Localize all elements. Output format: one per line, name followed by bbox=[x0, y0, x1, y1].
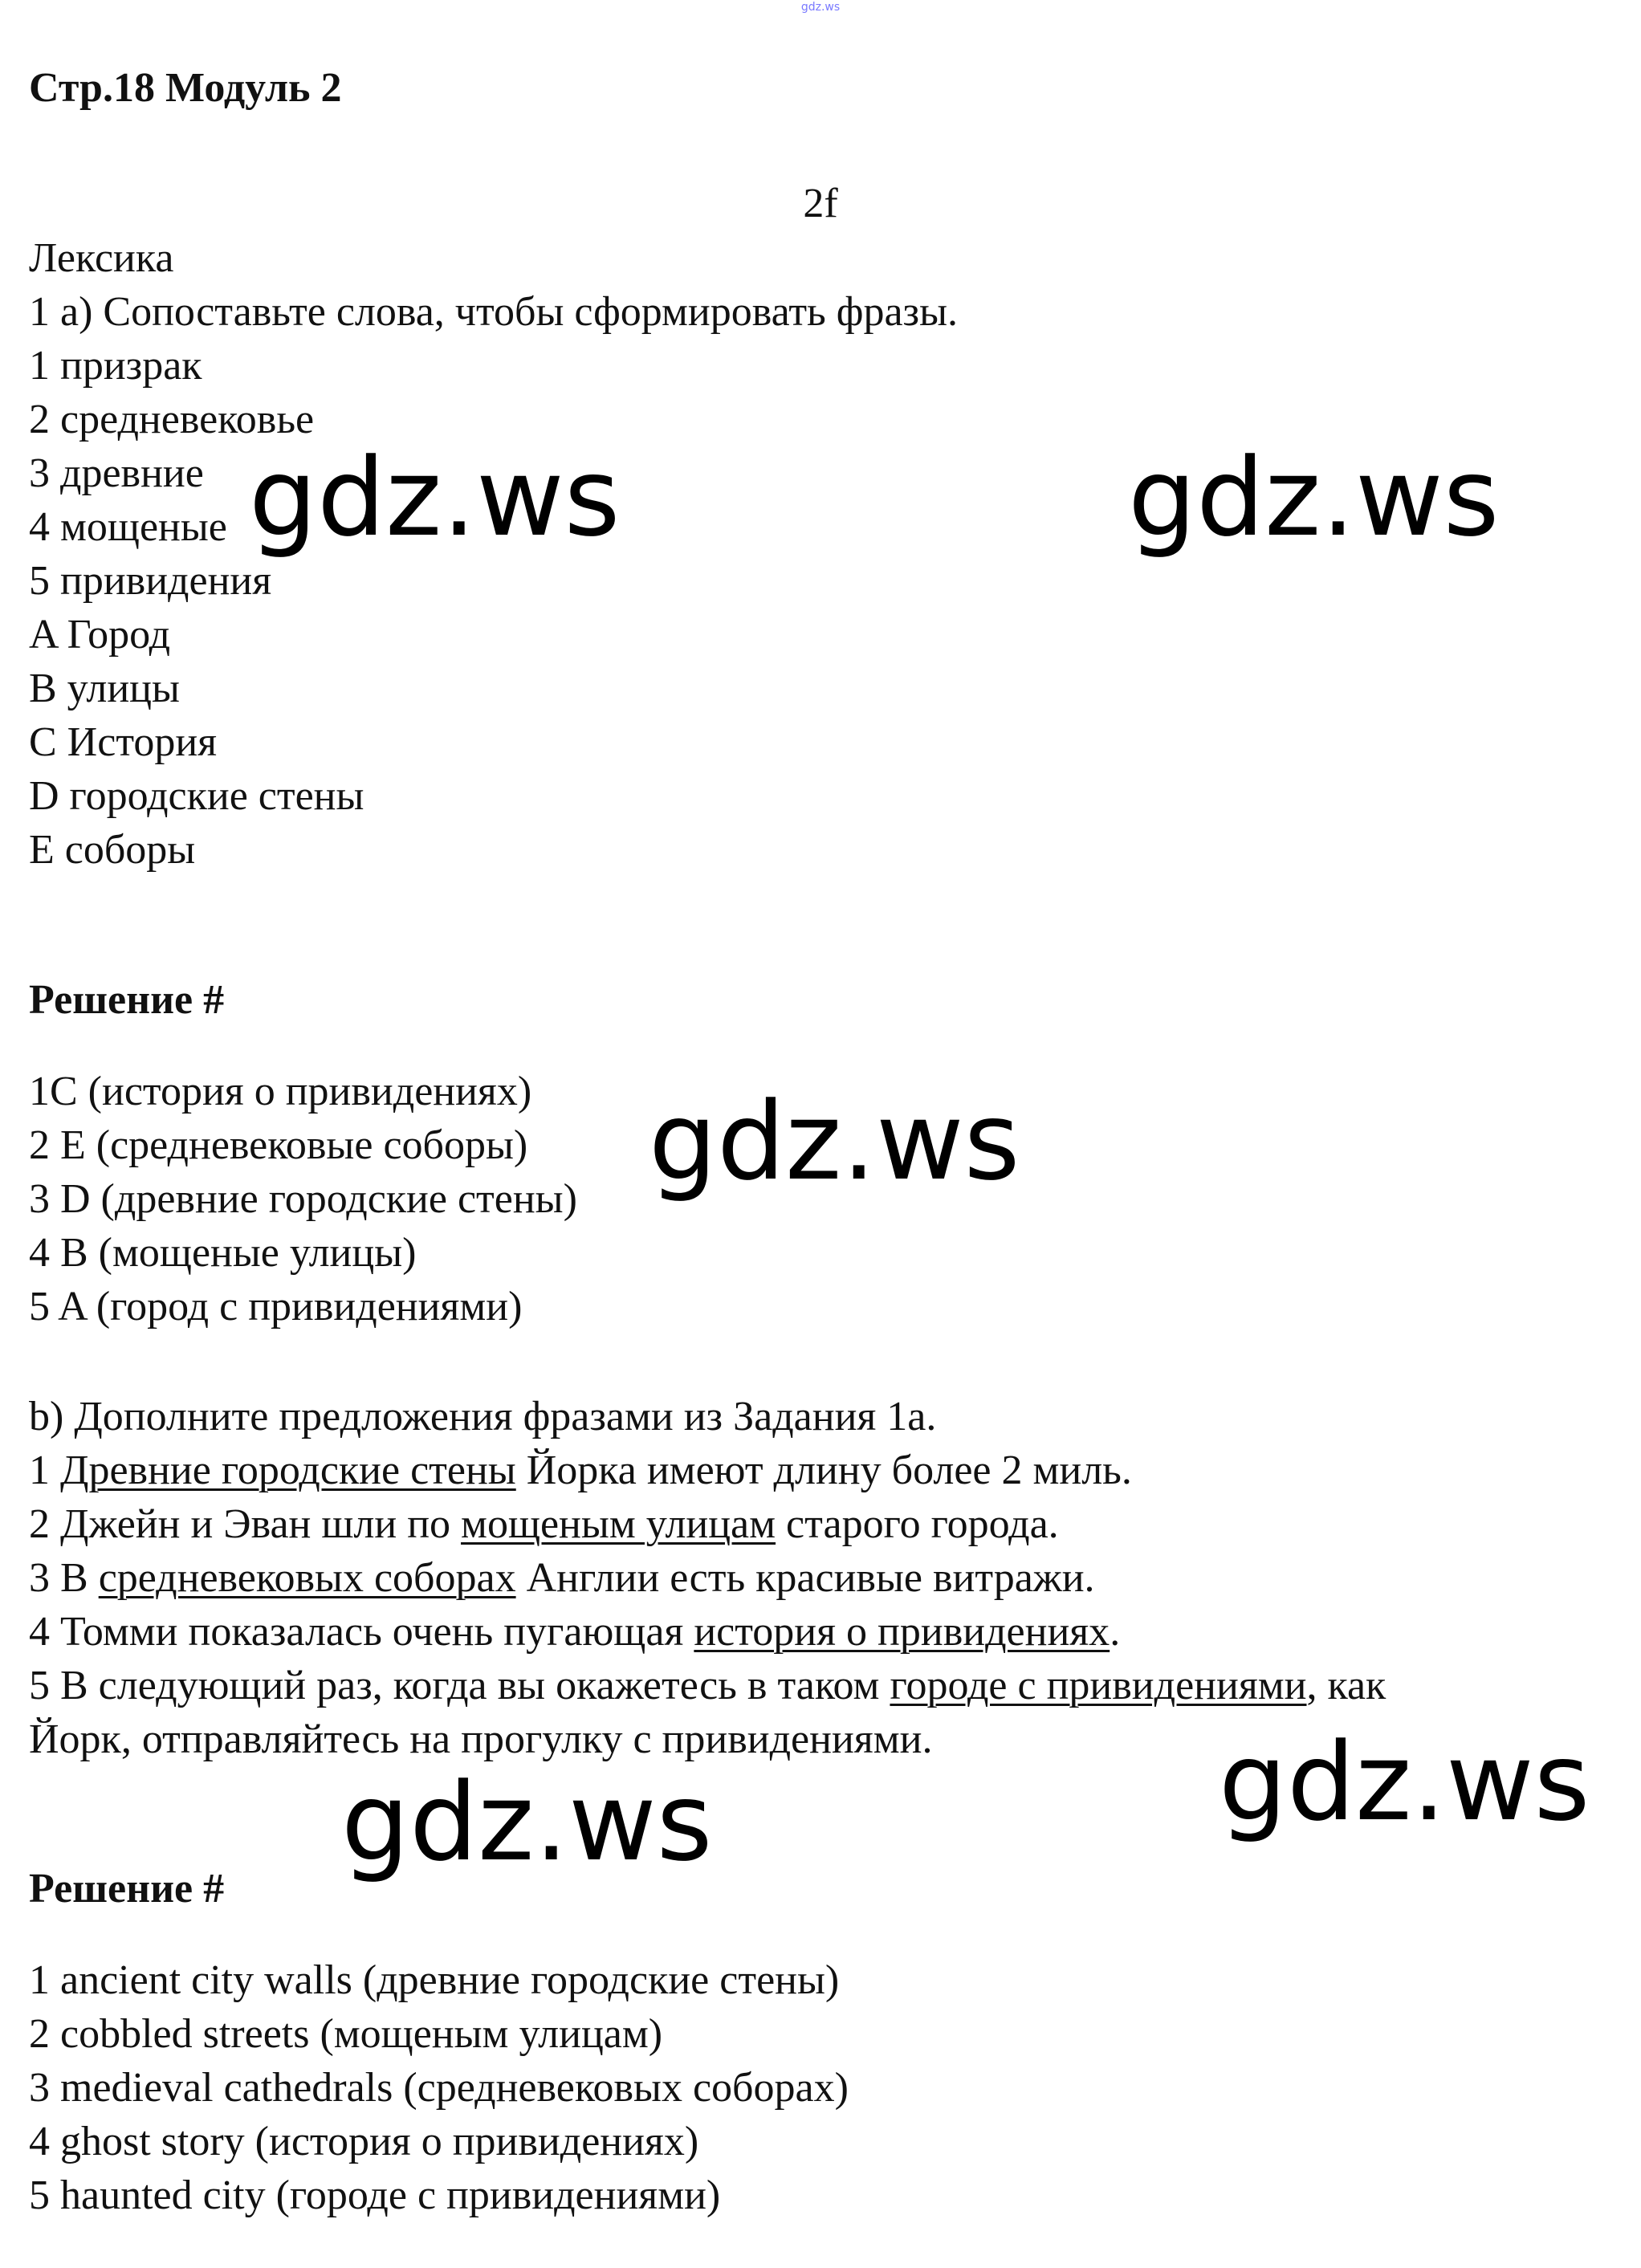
list-item: C История bbox=[29, 719, 218, 765]
answer-line: 2 cobbled streets (мощеным улицам) bbox=[29, 2011, 663, 2057]
sentence-after: старого города. bbox=[776, 1501, 1059, 1547]
answer-line: 1C (история о привидениях) bbox=[29, 1069, 532, 1114]
answer-line: 1 ancient city walls (древние городские стены) bbox=[29, 1957, 840, 2003]
underlined-phrase: история о привидениях bbox=[694, 1609, 1110, 1655]
page-header: Стр.18 Модуль 2 bbox=[29, 65, 342, 111]
list-item: 5 привидения bbox=[29, 558, 272, 604]
answer-line: 3 D (древние городские стены) bbox=[29, 1176, 577, 1222]
list-item: 3 древние bbox=[29, 450, 204, 496]
answer-line: 5 haunted city (городе с привидениями) bbox=[29, 2172, 721, 2218]
sentence-number: 4 bbox=[29, 1609, 60, 1655]
watermark: gdz.ws bbox=[649, 1079, 1020, 1204]
sentence-number: 1 bbox=[29, 1448, 60, 1493]
sentence-line bbox=[29, 1445, 1132, 1496]
sentence-line bbox=[29, 1660, 1386, 1712]
sentence-before: Томми показалась очень пугающая bbox=[60, 1609, 694, 1655]
underlined-phrase: Древние городские стены bbox=[60, 1448, 516, 1493]
list-item: 1 призрак bbox=[29, 343, 202, 389]
watermark: gdz.ws bbox=[1219, 1720, 1590, 1845]
sentence-after: Йорка имеют длину более 2 миль. bbox=[515, 1448, 1132, 1493]
answer-line: 4 B (мощеные улицы) bbox=[29, 1230, 417, 1276]
underlined-phrase: городе с привидениями bbox=[890, 1663, 1307, 1708]
section-code: 2f bbox=[803, 181, 838, 226]
sentence-after: . bbox=[1110, 1609, 1121, 1655]
sentence-line bbox=[29, 1499, 1059, 1550]
task1b-instruction: b) Дополните предложения фразами из Задания 1a. bbox=[29, 1394, 937, 1439]
answer-line: 3 medieval cathedrals (средневековых соборах) bbox=[29, 2065, 849, 2111]
sentence-before: Джейн и Эван шли по bbox=[60, 1501, 462, 1547]
sentence-after: , как bbox=[1306, 1663, 1387, 1708]
task1a-instruction: 1 a) Сопоставьте слова, чтобы сформировать фразы. bbox=[29, 289, 959, 335]
section-title: Лексика bbox=[29, 235, 174, 281]
sentence-after: Англии есть красивые витражи. bbox=[515, 1555, 1095, 1601]
list-item: 2 средневековье bbox=[29, 397, 315, 442]
sentence-line bbox=[29, 1553, 1095, 1604]
answer-line: 5 A (город с привидениями) bbox=[29, 1284, 523, 1329]
solution-heading: Решение # bbox=[29, 977, 225, 1023]
sentence-number: 2 bbox=[29, 1501, 60, 1547]
top-watermark: gdz.ws bbox=[800, 1, 841, 14]
list-item: D городские стены bbox=[29, 773, 364, 819]
list-item: B улицы bbox=[29, 666, 180, 711]
underlined-phrase: средневековых соборах bbox=[98, 1555, 516, 1601]
list-item: E соборы bbox=[29, 827, 196, 873]
sentence-number: 5 bbox=[29, 1663, 60, 1708]
list-item: A Город bbox=[29, 612, 171, 658]
watermark: gdz.ws bbox=[341, 1760, 713, 1885]
sentence-number: 3 bbox=[29, 1555, 60, 1601]
sentence-before: В bbox=[60, 1555, 99, 1601]
sentence-line bbox=[29, 1606, 1120, 1658]
sentence-before: В следующий раз, когда вы окажетесь в таком bbox=[60, 1663, 890, 1708]
watermark: gdz.ws bbox=[249, 435, 621, 560]
underlined-phrase: мощеным улицам bbox=[461, 1501, 776, 1547]
answer-line: 2 E (средневековые соборы) bbox=[29, 1122, 528, 1168]
list-item: 4 мощеные bbox=[29, 504, 227, 550]
sentence-continuation: Йорк, отправляйтесь на прогулку с привидениями. bbox=[29, 1716, 933, 1762]
watermark: gdz.ws bbox=[1128, 435, 1500, 560]
solution-heading: Решение # bbox=[29, 1866, 225, 1912]
answer-line: 4 ghost story (история о привидениях) bbox=[29, 2119, 699, 2164]
